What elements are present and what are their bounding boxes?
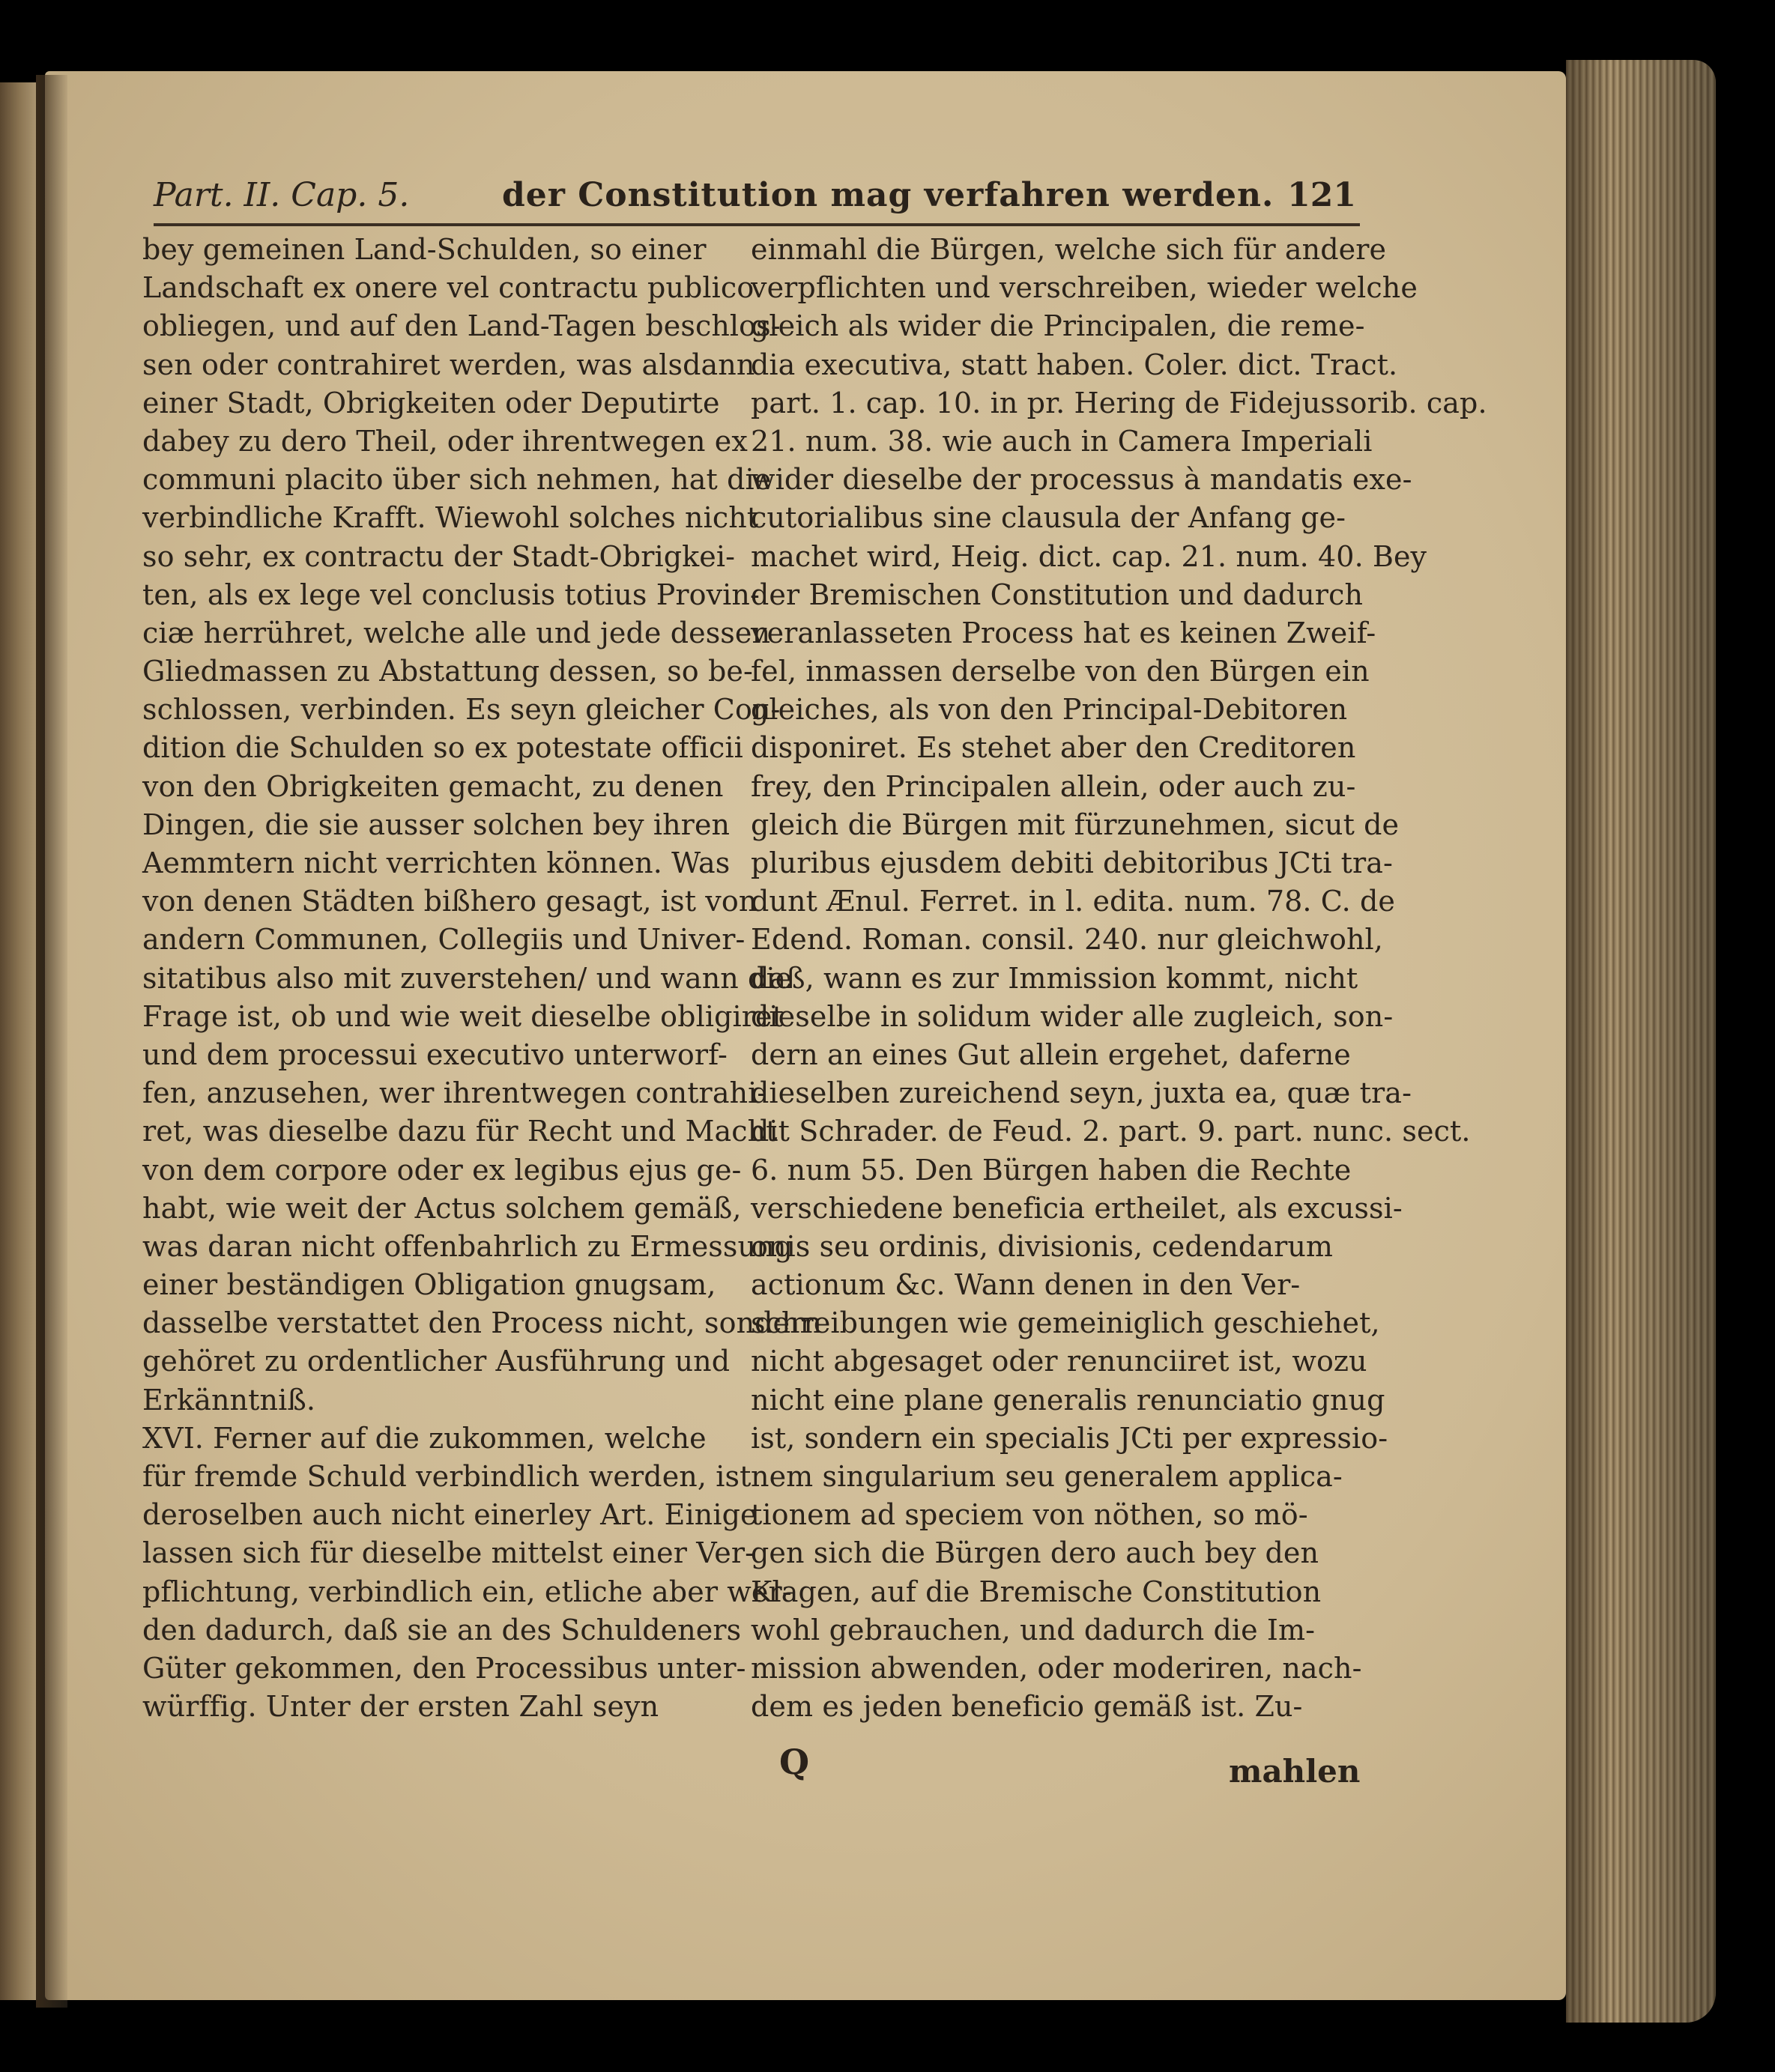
text-line: daß, wann es zur Immission kommt, nicht [751,961,1358,995]
text-line: verpflichten und verschreiben, wieder welche [751,271,1418,305]
text-line: deroselben auch nicht einerley Art. Einige [142,1498,758,1532]
text-line: dia executiva, statt haben. Coler. dict. Tract. [751,348,1398,381]
text-line: so sehr, ex contractu der Stadt-Obrigkei- [142,539,736,573]
text-line: machet wird, Heig. dict. cap. 21. num. 40. Bey [751,539,1427,573]
text-line: XVI. Ferner auf die zukommen, welche [142,1421,707,1455]
text-line: bey gemeinen Land-Schulden, so einer [142,233,707,266]
text-line: disponiret. Es stehet aber den Creditoren [751,731,1356,765]
text-line: verschiedene beneficia ertheilet, als excussi- [751,1191,1403,1225]
text-line: einer beständigen Obligation gnugsam, [142,1268,716,1302]
text-line: Dingen, die sie ausser solchen bey ihren [142,808,731,841]
text-line: dunt Ænul. Ferret. in l. edita. num. 78. C. de [751,885,1395,918]
text-line: ist, sondern ein specialis JCti per expressio- [751,1421,1388,1455]
text-line: dit Schrader. de Feud. 2. part. 9. part. nunc. sect. [751,1115,1471,1148]
text-line: einmahl die Bürgen, welche sich für andere [751,233,1387,266]
text-line: wohl gebrauchen, und dadurch die Im- [751,1613,1316,1647]
text-line: von dem corpore oder ex legibus ejus ge- [142,1153,742,1187]
text-line: ten, als ex lege vel conclusis totius Provin- [142,578,760,611]
text-line: lassen sich für dieselbe mittelst einer Ver- [142,1536,755,1570]
text-line: dem es jeden beneficio gemäß ist. Zu- [751,1690,1303,1724]
text-line: dasselbe verstattet den Process nicht, sondern [142,1306,822,1340]
text-line: der Bremischen Constitution und dadurch [751,578,1364,611]
text-line: dern an eines Gut allein ergehet, daferne [751,1037,1351,1071]
running-head-part: Part. II. Cap. 5. [154,176,410,214]
left-page-edge [0,82,36,2000]
text-line: gleiches, als von den Principal-Debitoren [751,693,1348,727]
text-line: gleich als wider die Principalen, die reme- [751,309,1365,343]
text-line: obliegen, und auf den Land-Tagen beschlos- [142,309,781,343]
page-block-shade [1566,60,1716,2023]
text-line: habt, wie weit der Actus solchem gemäß, [142,1191,742,1225]
spine-shadow [36,75,67,2008]
text-line: gen sich die Bürgen dero auch bey den [751,1536,1319,1570]
running-head-title: der Constitution mag verfahren werden. [502,176,1274,214]
text-line: Aemmtern nicht verrichten können. Was [142,846,731,879]
running-head [154,171,1356,220]
text-line: communi placito über sich nehmen, hat die [142,463,772,497]
text-line: actionum &c. Wann denen in den Ver- [751,1268,1301,1302]
header-rule [154,223,1360,226]
text-line: pflichtung, verbindlich ein, etliche aber wer- [142,1575,792,1608]
text-line: fen, anzusehen, wer ihrentwegen contrahi- [142,1076,767,1110]
text-line: Güter gekommen, den Processibus unter- [142,1651,746,1685]
text-line: frey, den Principalen allein, oder auch zu- [751,769,1356,803]
text-line: Gliedmassen zu Abstattung dessen, so be- [142,655,753,688]
signature-mark: Q [779,1742,810,1782]
text-line: was daran nicht offenbahrlich zu Ermessung [142,1229,793,1263]
right-text-column [751,231,1487,1759]
text-line: tionem ad speciem von nöthen, so mö- [751,1498,1308,1532]
text-line: von denen Städten bißhero gesagt, ist von [142,885,758,918]
text-line: würffig. Unter der ersten Zahl seyn [142,1690,659,1724]
text-line: Edend. Roman. consil. 240. nur gleichwohl, [751,923,1383,957]
text-line: von den Obrigkeiten gemacht, zu denen [142,769,724,803]
page-number: 121 [1287,176,1356,214]
text-line: nem singularium seu generalem applica- [751,1460,1343,1493]
text-line: cutorialibus sine clausula der Anfang ge- [751,501,1346,535]
text-line: wider dieselbe der processus à mandatis exe- [751,463,1412,497]
text-line: dition die Schulden so ex potestate officii [142,731,743,765]
text-line: gleich die Bürgen mit fürzunehmen, sicut de [751,808,1400,841]
text-line: gehöret zu ordentlicher Ausführung und [142,1345,731,1378]
text-line: sitatibus also mit zuverstehen/ und wann die [142,961,793,995]
text-line: 21. num. 38. wie auch in Camera Imperiali [751,424,1373,458]
text-line: ciæ herrühret, welche alle und jede dessen [142,616,771,649]
text-line: Erkänntniß. [142,1383,315,1417]
text-line: 6. num 55. Den Bürgen haben die Rechte [751,1153,1352,1187]
text-line: Frage ist, ob und wie weit dieselbe obligiret [142,999,784,1033]
text-line: ret, was dieselbe dazu für Recht und Macht [142,1115,778,1148]
text-line: sen oder contrahiret werden, was alsdann [142,348,755,381]
text-line: nicht eine plane generalis renunciatio gnug [751,1383,1385,1417]
text-line: veranlasseten Process hat es keinen Zweif- [751,616,1376,649]
text-line: schreibungen wie gemeiniglich geschiehet, [751,1306,1380,1340]
text-line: verbindliche Krafft. Wiewohl solches nicht [142,501,759,535]
text-line: nicht abgesaget oder renunciiret ist, wozu [751,1345,1367,1378]
text-line: für fremde Schuld verbindlich werden, ist [142,1460,752,1493]
text-line: einer Stadt, Obrigkeiten oder Deputirte [142,386,720,419]
text-line: dieselbe in solidum wider alle zugleich, son- [751,999,1394,1033]
text-line: andern Communen, Collegiis und Univer- [142,923,746,957]
text-line: part. 1. cap. 10. in pr. Hering de Fidejussorib. cap. [751,386,1487,419]
left-text-column [142,231,822,1759]
text-line: onis seu ordinis, divisionis, cedendarum [751,1229,1334,1263]
text-line: und dem processui executivo unterworf- [142,1037,728,1071]
text-line: pluribus ejusdem debiti debitoribus JCti tra- [751,846,1393,879]
text-line: den dadurch, daß sie an des Schuldeners [142,1613,742,1647]
text-line: Klagen, auf die Bremische Constitution [751,1575,1322,1608]
text-line: mission abwenden, oder moderiren, nach- [751,1651,1362,1685]
text-line: dieselben zureichend seyn, juxta ea, quæ tra- [751,1076,1412,1110]
text-line: fel, inmassen derselbe von den Bürgen ein [751,655,1370,688]
text-line: schlossen, verbinden. Es seyn gleicher Con- [142,693,781,727]
text-line: dabey zu dero Theil, oder ihrentwegen ex [142,424,748,458]
text-line: Landschaft ex onere vel contractu publico [142,271,755,305]
catchword: mahlen [1229,1753,1361,1790]
